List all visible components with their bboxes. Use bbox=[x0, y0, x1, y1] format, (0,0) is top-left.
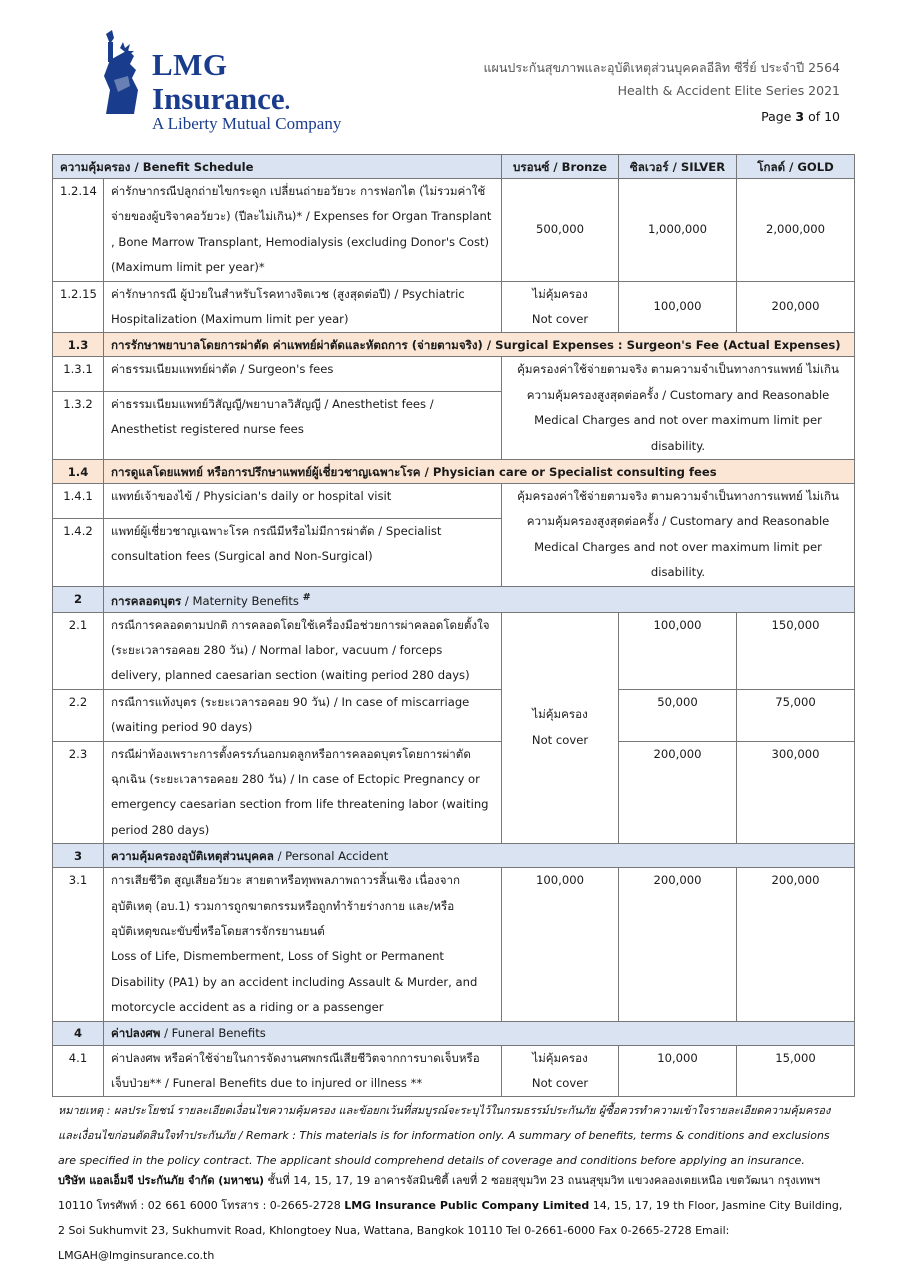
table-row bbox=[53, 281, 855, 333]
bronze-value: 100,000 bbox=[502, 868, 619, 1021]
silver-value: 10,000 bbox=[619, 1045, 737, 1097]
benefit-schedule-table bbox=[52, 154, 855, 1097]
logo-tagline: A Liberty Mutual Company bbox=[152, 114, 342, 133]
row-description: กรณีผ่าท้องเพราะการตั้งครรภ์นอกมดลูกหรือการคลอดบุตรโดยการผ่าตัดฉุกเฉิน (ระยะเวลารอคอย 280 วัน) / In case of Ectopic Pregnancy or emergency caesarian section from life threatening labor (waiting period 280 days) bbox=[104, 741, 502, 844]
section-title bbox=[104, 1021, 855, 1045]
gold-value: 200,000 bbox=[737, 868, 855, 1021]
section-number: 3 bbox=[53, 844, 104, 868]
gold-value: 300,000 bbox=[737, 741, 855, 844]
gold-value: 200,000 bbox=[737, 281, 855, 333]
statue-of-liberty-icon bbox=[88, 30, 148, 120]
col-header-gold: โกลด์ / GOLD bbox=[737, 155, 855, 179]
row-number: 1.3.1 bbox=[53, 357, 104, 392]
section-title bbox=[104, 460, 855, 484]
coverage-note: คุ้มครองค่าใช้จ่ายตามจริง ตามความจำเป็นทางการแพทย์ ไม่เกินความคุ้มครองสูงสุดต่อครั้ง / Customary and Reasonable Medical Charges and not over maximum limit per disability. bbox=[502, 484, 855, 587]
table-row bbox=[53, 357, 855, 392]
row-description: แพทย์เจ้าของไข้ / Physician's daily or hospital visit bbox=[104, 484, 502, 519]
row-description: ค่าปลงศพ หรือค่าใช้จ่ายในการจัดงานศพกรณีเสียชีวิตจากการบาดเจ็บหรือเจ็บป่วย** / Funeral Benefits due to injured or illness ** bbox=[104, 1045, 502, 1097]
row-description-english: Loss of Life, Dismemberment, Loss of Sight or Permanent Disability (PA1) by an accident including Assault & Murder, and motorcycle accident as a riding or a passenger bbox=[111, 949, 478, 1015]
not-cover-english: Not cover bbox=[531, 1076, 589, 1091]
section-row-surgical bbox=[53, 333, 855, 357]
address-thai: ชั้นที่ 14, 15, 17, 19 อาคารจัสมินซิตี้ เลขที่ 2 ซอยสุขุมวิท 23 ถนนสุขุมวิท แขวงคลองเตยเหนือ เขตวัฒนา กรุงเทพฯ 10110 โทรศัพท์ : 02 661 6000 โทรสาร : 0-2665-2728 bbox=[58, 1174, 821, 1212]
logo-dot: . bbox=[284, 89, 291, 114]
row-number: 1.2.14 bbox=[53, 179, 104, 282]
logo-line-insurance bbox=[152, 81, 290, 117]
row-description: แพทย์ผู้เชี่ยวชาญเฉพาะโรค กรณีมีหรือไม่มีการผ่าตัด / Specialist consultation fees (Surgical and Non-Surgical) bbox=[104, 518, 502, 586]
silver-value: 50,000 bbox=[619, 689, 737, 741]
section-row-maternity bbox=[53, 586, 855, 612]
gold-value: 150,000 bbox=[737, 612, 855, 689]
not-cover-english: Not cover bbox=[531, 732, 589, 747]
silver-value: 100,000 bbox=[619, 612, 737, 689]
col-header-silver: ซิลเวอร์ / SILVER bbox=[619, 155, 737, 179]
section-title-english: / Maternity Benefits bbox=[181, 593, 303, 608]
section-title-thai: การคลอดบุตร bbox=[111, 593, 182, 608]
section-row-personal-accident bbox=[53, 844, 855, 868]
table-row bbox=[53, 612, 855, 689]
not-cover-thai: ไม่คุ้มครอง bbox=[532, 286, 588, 301]
table-row bbox=[53, 1045, 855, 1097]
section-footnote-mark: # bbox=[302, 591, 311, 603]
section-title-thai: ค่าปลงศพ bbox=[111, 1026, 161, 1041]
gold-value: 2,000,000 bbox=[737, 179, 855, 282]
gold-value: 15,000 bbox=[737, 1045, 855, 1097]
row-number: 1.4.2 bbox=[53, 518, 104, 586]
page-number: 3 bbox=[795, 109, 805, 124]
gold-value: 75,000 bbox=[737, 689, 855, 741]
row-description: กรณีการคลอดตามปกติ การคลอดโดยใช้เครื่องมือช่วยการผ่าคลอดโดยตั้งใจ (ระยะเวลารอคอย 280 วัน) / Normal labor, vacuum / forceps delivery, planned caesarian section (waiting period 280 days) bbox=[104, 612, 502, 689]
plan-title-english: Health & Accident Elite Series 2021 bbox=[617, 83, 840, 98]
table-row bbox=[53, 484, 855, 519]
table-header-row bbox=[53, 155, 855, 179]
table-row bbox=[53, 689, 855, 741]
col-header-bronze: บรอนซ์ / Bronze bbox=[502, 155, 619, 179]
section-number: 2 bbox=[53, 586, 104, 612]
silver-value: 1,000,000 bbox=[619, 179, 737, 282]
table-row bbox=[53, 741, 855, 844]
page-indicator bbox=[761, 109, 840, 124]
section-title bbox=[104, 844, 855, 868]
company-logo bbox=[88, 30, 368, 140]
company-address bbox=[58, 1168, 848, 1268]
not-cover-thai: ไม่คุ้มครอง bbox=[532, 1050, 588, 1065]
section-title-thai: การดูแลโดยแพทย์ หรือการปรึกษาแพทย์ผู้เชี่ยวชาญเฉพาะโรค bbox=[111, 464, 421, 479]
section-number: 4 bbox=[53, 1021, 104, 1045]
maternity-bronze-value bbox=[502, 612, 619, 844]
bronze-value bbox=[502, 281, 619, 333]
row-number: 1.2.15 bbox=[53, 281, 104, 333]
table-row bbox=[53, 868, 855, 1021]
row-description bbox=[104, 868, 502, 1021]
row-number: 1.3.2 bbox=[53, 392, 104, 460]
bronze-value: 500,000 bbox=[502, 179, 619, 282]
logo-line-lmg: LMG bbox=[152, 47, 228, 82]
row-number: 2.2 bbox=[53, 689, 104, 741]
not-cover-english: Not cover bbox=[531, 312, 589, 327]
row-description: ค่ารักษากรณีปลูกถ่ายไขกระดูก เปลี่ยนถ่ายอวัยวะ การฟอกไต (ไม่รวมค่าใช้จ่ายของผู้บริจาคอวัยวะ) (ปีละไม่เกิน)* / Expenses for Organ Transplant , Bone Marrow Transplant, Hemodialysis (excluding Donor's Cost) (Maximum limit per year)* bbox=[104, 179, 502, 282]
section-row-physician bbox=[53, 460, 855, 484]
row-description-thai: การเสียชีวิต สูญเสียอวัยวะ สายตาหรือทุพพลภาพถาวรสิ้นเชิง เนื่องจากอุบัติเหตุ (อบ.1) รวมการถูกฆาตกรรมหรือถูกทำร้ายร่างกาย และ/หรืออุบัติเหตุขณะขับขี่หรือโดยสารจักรยานยนต์ bbox=[111, 873, 461, 939]
section-title-thai: ความคุ้มครองอุบัติเหตุส่วนบุคคล bbox=[111, 848, 274, 863]
remark-note: หมายเหตุ : ผลประโยชน์ รายละเอียดเงื่อนไขความคุ้มครอง และข้อยกเว้นที่สมบูรณ์จะระบุไว้ในกรมธรรม์ประกันภัย ผู้ซื้อควรทำความเข้าใจรายละเอียดความคุ้มครองและเงื่อนไขก่อนตัดสินใจทำประกันภัย / Remark : This materials is for information only. A summary of benefits, terms & conditions and exclusions are specified in the policy contract. The applicant should comprehend details of coverage and conditions before applying an insurance. bbox=[58, 1104, 831, 1167]
row-number: 3.1 bbox=[53, 868, 104, 1021]
logo-word-insurance: Insurance bbox=[152, 81, 285, 116]
row-number: 2.1 bbox=[53, 612, 104, 689]
row-description: กรณีการแท้งบุตร (ระยะเวลารอคอย 90 วัน) / In case of miscarriage (waiting period 90 days) bbox=[104, 689, 502, 741]
silver-value: 200,000 bbox=[619, 868, 737, 1021]
row-number: 4.1 bbox=[53, 1045, 104, 1097]
row-number: 2.3 bbox=[53, 741, 104, 844]
bronze-value bbox=[502, 1045, 619, 1097]
address-english: 14, 15, 17, 19 th Floor, Jasmine City Building, 2 Soi Sukhumvit 23, Sukhumvit Road, Khlongtoey Nua, Wattana, Bangkok 10110 Tel 0-2661-6000 Fax 0-2665-2728 Email: LMGAH@lmginsurance.co.th bbox=[58, 1199, 843, 1262]
col-header-benefit: ความคุ้มครอง / Benefit Schedule bbox=[53, 155, 502, 179]
not-cover-thai: ไม่คุ้มครอง bbox=[532, 707, 588, 722]
row-description: ค่าธรรมเนียมแพทย์ผ่าตัด / Surgeon's fees bbox=[104, 357, 502, 392]
section-title-english: / Physician care or Specialist consulting fees bbox=[420, 464, 717, 479]
section-title bbox=[104, 586, 855, 612]
row-description: ค่ารักษากรณี ผู้ป่วยในสำหรับโรคทางจิตเวช (สูงสุดต่อปี) / Psychiatric Hospitalization (Maximum limit per year) bbox=[104, 281, 502, 333]
company-name-thai: บริษัท แอลเอ็มจี ประกันภัย จำกัด (มหาชน) bbox=[58, 1174, 265, 1187]
section-number: 1.3 bbox=[53, 333, 104, 357]
section-number: 1.4 bbox=[53, 460, 104, 484]
row-number: 1.4.1 bbox=[53, 484, 104, 519]
coverage-note: คุ้มครองค่าใช้จ่ายตามจริง ตามความจำเป็นทางการแพทย์ ไม่เกินความคุ้มครองสูงสุดต่อครั้ง / Customary and Reasonable Medical Charges and not over maximum limit per disability. bbox=[502, 357, 855, 460]
page-suffix: of 10 bbox=[804, 109, 840, 124]
section-title-english: / Funeral Benefits bbox=[160, 1026, 266, 1041]
section-row-funeral bbox=[53, 1021, 855, 1045]
company-name-english: LMG Insurance Public Company Limited bbox=[344, 1199, 590, 1212]
section-title-english: / Personal Accident bbox=[273, 848, 389, 863]
row-description: ค่าธรรมเนียมแพทย์วิสัญญี/พยาบาลวิสัญญี / Anesthetist fees / Anesthetist registered nurse fees bbox=[104, 392, 502, 460]
section-title: การรักษาพยาบาลโดยการผ่าตัด ค่าแพทย์ผ่าตัดและหัตถการ (จ่ายตามจริง) / Surgical Expenses : Surgeon's Fee (Actual Expenses) bbox=[104, 333, 855, 357]
silver-value: 200,000 bbox=[619, 741, 737, 844]
page-prefix: Page bbox=[761, 109, 796, 124]
plan-title-thai: แผนประกันสุขภาพและอุบัติเหตุส่วนบุคคลอีลิท ซีรี่ย์ ประจำปี 2564 bbox=[483, 60, 840, 75]
table-row bbox=[53, 179, 855, 282]
silver-value: 100,000 bbox=[619, 281, 737, 333]
